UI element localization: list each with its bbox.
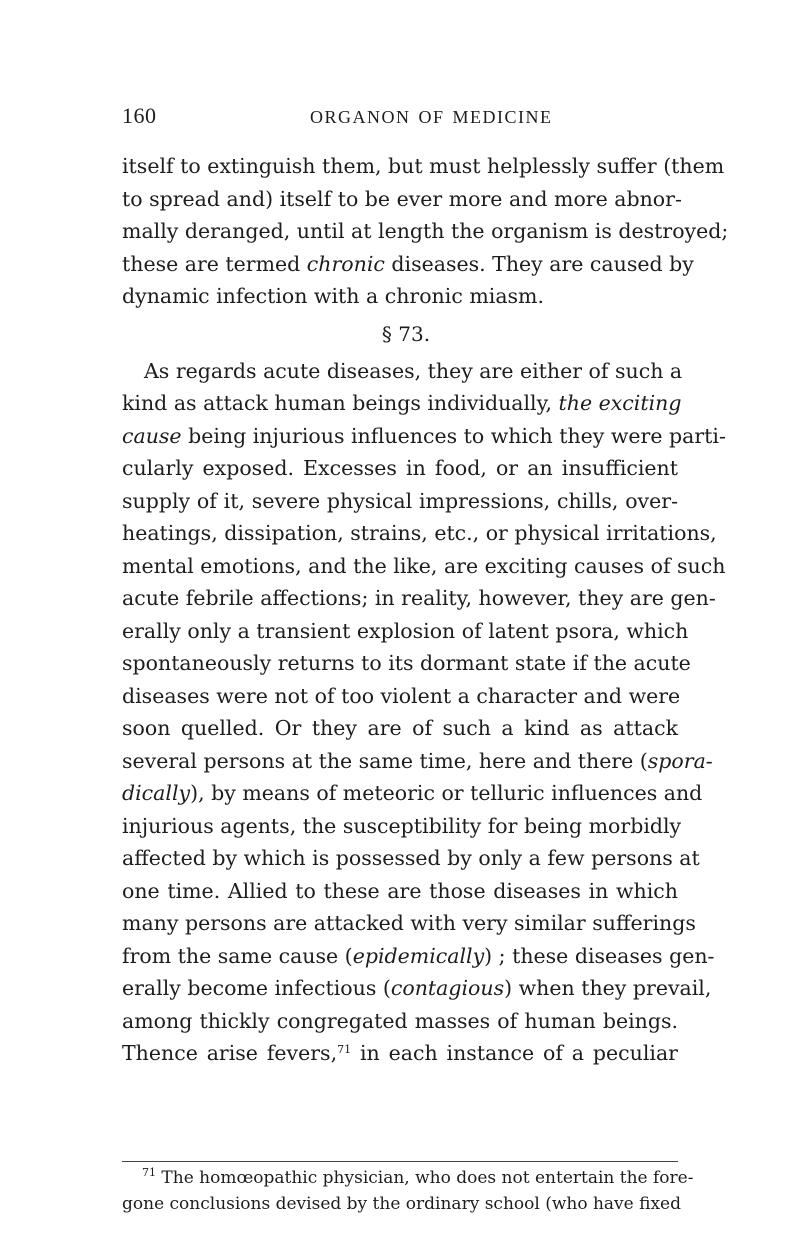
text-run: Thence arise fevers, (122, 1041, 338, 1065)
footnote-divider (122, 1161, 678, 1162)
text-run: ) ; these diseases gen- (484, 943, 715, 968)
page-header (122, 103, 678, 133)
text-line (122, 777, 703, 810)
text-line: one time. Allied to these are those diseases in which (122, 878, 678, 903)
text-line: spontaneously returns to its dormant state if the acute (122, 651, 691, 675)
text-run: kind as attack human beings individually, (122, 391, 559, 415)
page-number: 160 (122, 103, 157, 128)
text-line (122, 387, 682, 420)
text-line (122, 1037, 678, 1070)
text-line: mally deranged, until at length the organism is destroyed; (122, 219, 729, 243)
main-text (122, 150, 729, 1070)
text-line (122, 940, 715, 973)
footnote-marker: 71 (142, 1166, 156, 1179)
text-line: acute febrile affections; in reality, however, they are gen- (122, 586, 716, 610)
text-line: erally only a transient explosion of latent psora, which (122, 618, 689, 643)
text-line (122, 248, 694, 281)
footnote-line: gone conclusions devised by the ordinary school (who have fixed (122, 1194, 681, 1214)
text-run: being injurious influences to which they were parti- (181, 423, 726, 448)
italic-term-exciting: the exciting (558, 391, 682, 415)
text-line: affected by which is possessed by only a few persons at (122, 846, 700, 870)
text-line: itself to extinguish them, but must helplessly suffer (them (122, 154, 725, 178)
footnote-reference: 71 (337, 1043, 352, 1056)
italic-term-sporadically-end: dically (122, 781, 191, 805)
text-line: mental emotions, and the like, are exciting causes of such (122, 553, 726, 578)
text-run: in each instance of a peculiar (351, 1041, 678, 1065)
italic-term-sporadically: spora- (647, 748, 713, 773)
text-run: The homœopathic physician, who does not entertain the fore- (156, 1168, 694, 1188)
text-line: injurious agents, the susceptibility for being morbidly (122, 813, 682, 838)
footnote-line (122, 1165, 694, 1191)
text-line (122, 745, 713, 778)
text-line: among thickly congregated masses of human beings. (122, 1008, 678, 1033)
text-run: erally become infectious ( (122, 976, 391, 1000)
text-run: several persons at the same time, here and there ( (122, 748, 648, 773)
text-line: cularly exposed. Excesses in food, or an insufficient (122, 456, 678, 480)
text-line: many persons are attacked with very similar sufferings (122, 911, 696, 935)
text-line: supply of it, severe physical impressions, chills, over- (122, 488, 678, 513)
italic-term-chronic: chronic (306, 251, 385, 276)
text-run: from the same cause ( (122, 943, 353, 968)
text-line (122, 972, 712, 1005)
text-run: ), by means of meteoric or telluric influences and (190, 781, 703, 805)
italic-term-cause: cause (122, 423, 182, 448)
text-line: As regards acute diseases, they are either of such a (144, 358, 683, 383)
text-run: diseases. They are caused by (384, 251, 694, 276)
italic-term-contagious: contagious (390, 976, 505, 1000)
italic-term-epidemically: epidemically (352, 943, 485, 968)
text-line (122, 420, 726, 453)
section-heading: § 73. (381, 321, 431, 346)
text-line: soon quelled. Or they are of such a kind as attack (122, 716, 678, 740)
running-title: ORGANON OF MEDICINE (310, 107, 553, 127)
footnote (122, 1165, 694, 1217)
text-line: diseases were not of too violent a character and were (122, 683, 681, 708)
text-line: dynamic infection with a chronic miasm. (122, 284, 545, 308)
text-run: ) when they prevail, (504, 976, 712, 1000)
text-line: to spread and) itself to be ever more and more abnor- (122, 186, 682, 211)
text-run: these are termed (122, 251, 307, 276)
text-line: heatings, dissipation, strains, etc., or physical irritations, (122, 521, 717, 545)
